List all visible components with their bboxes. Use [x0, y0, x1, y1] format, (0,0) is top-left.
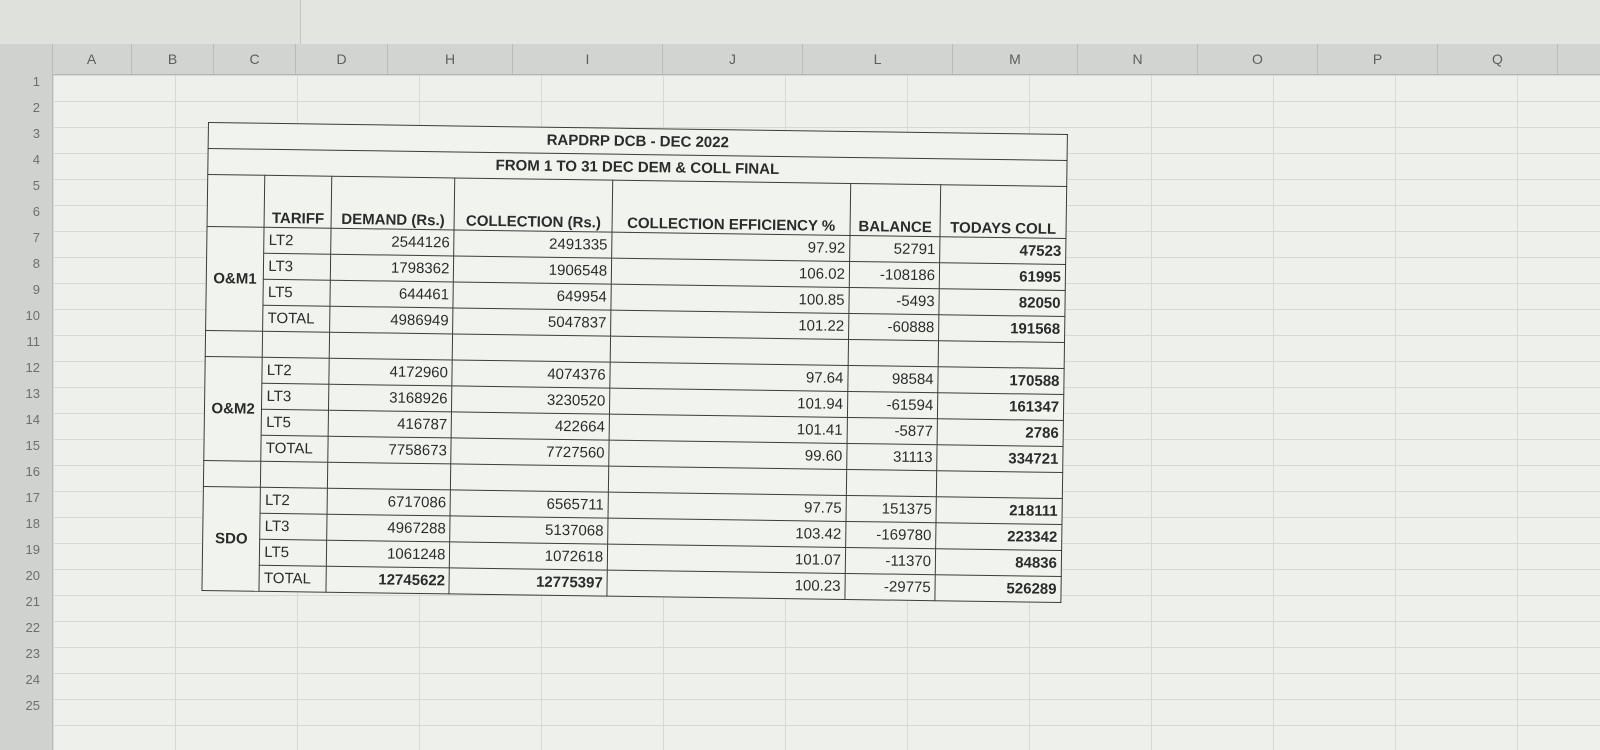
- row-number-bar: [0, 44, 53, 750]
- row-number[interactable]: 17: [25, 490, 40, 505]
- header-efficiency[interactable]: COLLECTION EFFICIENCY %: [612, 180, 850, 235]
- empty-cell[interactable]: [846, 469, 937, 496]
- cell-todays[interactable]: 223342: [936, 523, 1062, 551]
- cell-tariff[interactable]: LT3: [260, 513, 327, 540]
- group-label[interactable]: O&M2: [204, 356, 263, 461]
- cell-collection[interactable]: 7727560: [451, 438, 609, 466]
- cell-balance[interactable]: 31113: [847, 443, 938, 470]
- cell-collection[interactable]: 5137068: [450, 516, 608, 544]
- empty-cell[interactable]: [261, 461, 328, 488]
- report-subtitle[interactable]: FROM 1 TO 31 DEC DEM & COLL FINAL: [208, 149, 1067, 187]
- cell-collection[interactable]: 649954: [453, 282, 611, 310]
- cell-todays[interactable]: 2786: [937, 419, 1063, 447]
- row-number[interactable]: 9: [32, 282, 40, 297]
- cell-balance[interactable]: 151375: [846, 495, 937, 522]
- cell-todays[interactable]: 82050: [939, 289, 1065, 317]
- header-tariff[interactable]: TARIFF: [264, 175, 332, 228]
- cell-collection[interactable]: 2491335: [454, 230, 612, 258]
- column-header-h[interactable]: H: [388, 44, 513, 74]
- empty-cell[interactable]: [938, 341, 1064, 369]
- cell-efficiency[interactable]: 99.60: [609, 440, 847, 469]
- column-header-m[interactable]: M: [953, 44, 1078, 74]
- cell-demand[interactable]: 4172960: [329, 358, 452, 386]
- cell-collection[interactable]: 3230520: [452, 386, 610, 414]
- row-number[interactable]: 24: [25, 672, 40, 687]
- column-header-b[interactable]: B: [132, 44, 214, 74]
- cell-efficiency[interactable]: 101.22: [611, 310, 849, 339]
- row-number[interactable]: 22: [25, 620, 40, 635]
- column-header-i[interactable]: I: [513, 44, 663, 74]
- cell-collection[interactable]: 1906548: [454, 256, 612, 284]
- column-header-n[interactable]: N: [1078, 44, 1198, 74]
- cell-todays[interactable]: 170588: [938, 367, 1064, 395]
- cell-efficiency[interactable]: 97.75: [608, 492, 846, 521]
- cell-balance[interactable]: -5493: [849, 287, 940, 314]
- row-number[interactable]: 21: [25, 594, 40, 609]
- cell-tariff[interactable]: LT3: [264, 253, 331, 280]
- row-number[interactable]: 20: [25, 568, 40, 583]
- row-number[interactable]: 5: [32, 178, 40, 193]
- cell-tariff[interactable]: LT5: [263, 279, 330, 306]
- cell-collection[interactable]: 4074376: [452, 360, 610, 388]
- empty-cell[interactable]: [610, 336, 848, 365]
- group-label[interactable]: O&M1: [206, 226, 265, 331]
- cell-balance[interactable]: -169780: [846, 521, 937, 548]
- cell-balance[interactable]: -60888: [848, 313, 939, 340]
- cell-balance[interactable]: 98584: [848, 365, 939, 392]
- row-number[interactable]: 7: [32, 230, 40, 245]
- empty-cell[interactable]: [263, 331, 330, 358]
- cell-todays[interactable]: 526289: [935, 575, 1061, 603]
- group-label[interactable]: SDO: [202, 486, 261, 591]
- cell-efficiency[interactable]: 106.02: [611, 258, 849, 287]
- cell-todays[interactable]: 218111: [936, 497, 1062, 525]
- cell-todays[interactable]: 191568: [939, 315, 1065, 343]
- column-header-a[interactable]: A: [52, 44, 132, 74]
- cell-tariff[interactable]: LT2: [262, 357, 329, 384]
- cell-demand[interactable]: 3168926: [329, 384, 452, 412]
- row-number[interactable]: 18: [25, 516, 40, 531]
- cell-collection[interactable]: 422664: [452, 412, 610, 440]
- row-number[interactable]: 16: [25, 464, 40, 479]
- cell-balance[interactable]: -5877: [847, 417, 938, 444]
- cell-demand[interactable]: 2544126: [331, 228, 454, 256]
- cell-efficiency[interactable]: 101.94: [610, 388, 848, 417]
- empty-cell[interactable]: [609, 466, 847, 495]
- cell-efficiency[interactable]: 101.41: [609, 414, 847, 443]
- name-box[interactable]: [0, 0, 301, 44]
- cell-collection[interactable]: 1072618: [450, 542, 608, 570]
- empty-cell[interactable]: [328, 462, 451, 490]
- cell-balance[interactable]: -61594: [847, 391, 938, 418]
- cell-tariff[interactable]: LT2: [260, 487, 327, 514]
- cell-efficiency[interactable]: 101.07: [607, 544, 845, 573]
- empty-cell[interactable]: [848, 339, 939, 366]
- empty-cell[interactable]: [453, 334, 611, 362]
- empty-cell[interactable]: [205, 330, 263, 357]
- empty-cell[interactable]: [936, 471, 1062, 499]
- cell-collection[interactable]: 5047837: [453, 308, 611, 336]
- empty-cell[interactable]: [330, 332, 453, 360]
- row-number[interactable]: 13: [25, 386, 40, 401]
- cell-tariff[interactable]: LT2: [264, 227, 331, 254]
- header-collection[interactable]: COLLECTION (Rs.): [454, 178, 612, 232]
- group-header-blank[interactable]: [207, 175, 265, 228]
- column-header-p[interactable]: P: [1318, 44, 1438, 74]
- header-balance[interactable]: BALANCE: [850, 183, 941, 236]
- dcb-report-table: [201, 122, 1067, 603]
- cell-todays[interactable]: 84836: [935, 549, 1061, 577]
- cell-collection[interactable]: 12775397: [449, 568, 607, 596]
- ribbon-area: [0, 0, 1600, 45]
- empty-cell[interactable]: [451, 464, 609, 492]
- cell-balance[interactable]: -11370: [845, 547, 936, 574]
- row-number[interactable]: 10: [25, 308, 40, 323]
- cell-efficiency[interactable]: 97.64: [610, 362, 848, 391]
- cell-demand[interactable]: 12745622: [326, 566, 449, 594]
- cell-tariff[interactable]: TOTAL: [259, 565, 326, 592]
- cell-tariff[interactable]: TOTAL: [263, 305, 330, 332]
- column-header-q[interactable]: Q: [1438, 44, 1558, 74]
- row-number[interactable]: 12: [25, 360, 40, 375]
- cell-tariff[interactable]: LT3: [262, 383, 329, 410]
- column-header-c[interactable]: C: [214, 44, 296, 74]
- cell-todays[interactable]: 47523: [940, 237, 1066, 265]
- empty-cell[interactable]: [203, 460, 261, 487]
- cell-balance[interactable]: 52791: [850, 235, 941, 262]
- cell-demand[interactable]: 1798362: [331, 254, 454, 282]
- report-title[interactable]: RAPDRP DCB - DEC 2022: [208, 123, 1067, 161]
- cell-demand[interactable]: 416787: [328, 410, 451, 438]
- row-number[interactable]: 1: [32, 74, 40, 89]
- row-number[interactable]: 3: [32, 126, 40, 141]
- cell-tariff[interactable]: LT5: [260, 539, 327, 566]
- cell-efficiency[interactable]: 100.85: [611, 284, 849, 313]
- header-demand[interactable]: DEMAND (Rs.): [331, 176, 455, 230]
- cell-efficiency[interactable]: 100.23: [607, 570, 845, 599]
- row-number[interactable]: 25: [25, 698, 40, 713]
- column-header-d[interactable]: D: [296, 44, 388, 74]
- cell-demand[interactable]: 1061248: [327, 540, 450, 568]
- row-number[interactable]: 8: [32, 256, 40, 271]
- column-header-l[interactable]: L: [803, 44, 953, 74]
- row-number[interactable]: 4: [32, 152, 40, 167]
- cell-todays[interactable]: 334721: [937, 445, 1063, 473]
- row-number[interactable]: 19: [25, 542, 40, 557]
- row-number[interactable]: 14: [25, 412, 40, 427]
- cell-todays[interactable]: 61995: [939, 263, 1065, 291]
- cell-efficiency[interactable]: 97.92: [612, 232, 850, 261]
- cell-demand[interactable]: 6717086: [327, 488, 450, 516]
- row-number[interactable]: 11: [26, 334, 40, 349]
- cell-todays[interactable]: 161347: [938, 393, 1064, 421]
- row-number[interactable]: 15: [25, 438, 40, 453]
- cell-tariff[interactable]: TOTAL: [261, 435, 328, 462]
- cell-balance[interactable]: -108186: [849, 261, 940, 288]
- header-todays-coll[interactable]: TODAYS COLL: [940, 185, 1067, 239]
- cell-demand[interactable]: 4986949: [330, 306, 453, 334]
- cell-demand[interactable]: 4967288: [327, 514, 450, 542]
- row-number[interactable]: 23: [25, 646, 40, 661]
- cell-tariff[interactable]: LT5: [261, 409, 328, 436]
- cell-demand[interactable]: 7758673: [328, 436, 451, 464]
- column-header-o[interactable]: O: [1198, 44, 1318, 74]
- cell-balance[interactable]: -29775: [845, 573, 936, 600]
- column-header-j[interactable]: J: [663, 44, 803, 74]
- cell-demand[interactable]: 644461: [330, 280, 453, 308]
- row-number[interactable]: 2: [32, 100, 40, 115]
- row-number[interactable]: 6: [32, 204, 40, 219]
- cell-efficiency[interactable]: 103.42: [608, 518, 846, 547]
- cell-collection[interactable]: 6565711: [450, 490, 608, 518]
- column-header-bar: [52, 44, 1600, 75]
